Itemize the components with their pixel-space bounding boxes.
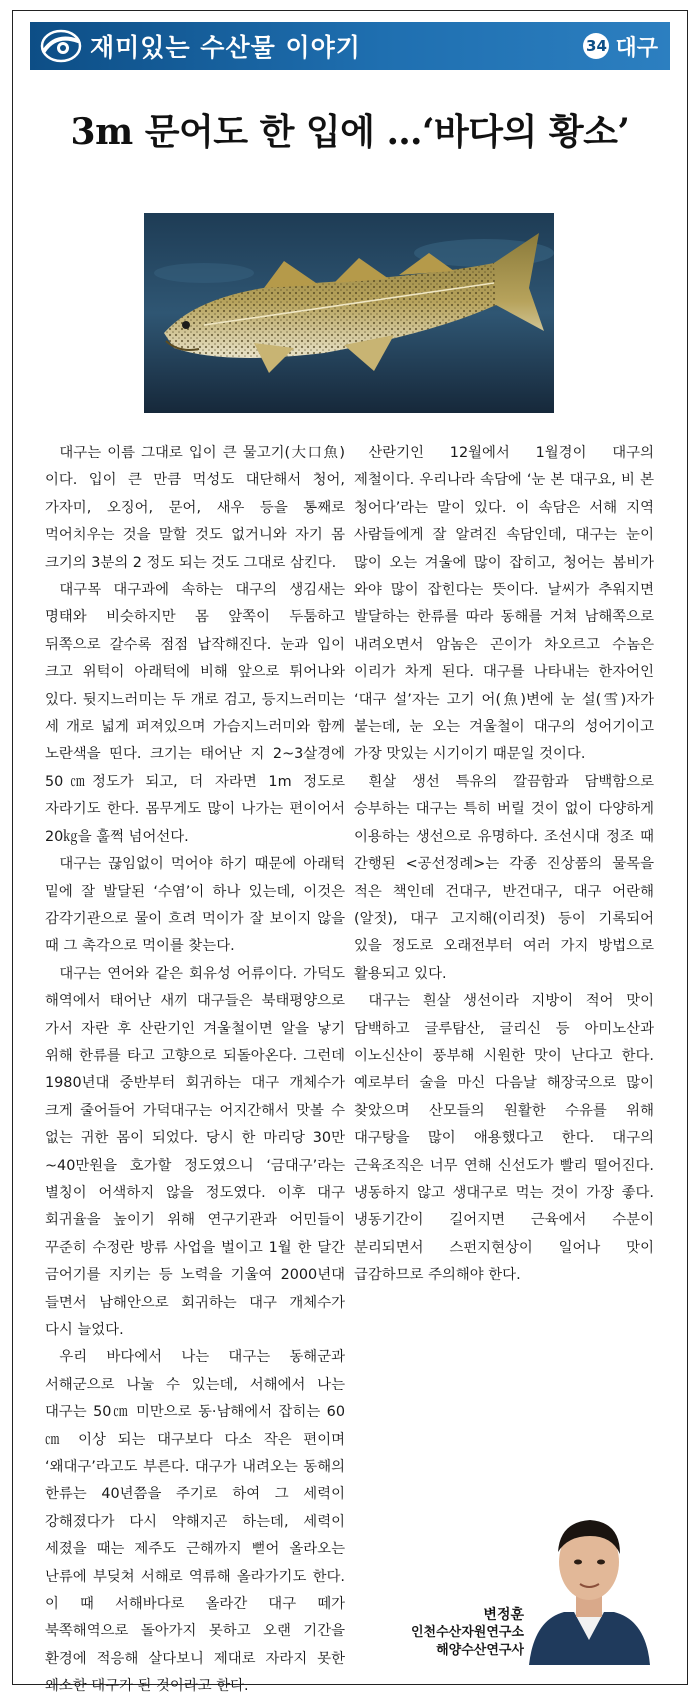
author-portrait-photo [524, 1500, 654, 1665]
wave-eye-logo-icon [38, 23, 84, 69]
body-paragraph: 대구는 이름 그대로 입이 큰 물고기(大口魚)이다. 입이 큰 만큼 먹성도 대단해서 청어, 가자미, 오징어, 문어, 새우 등을 통째로 먹어치우는 것을 말할 것도 없거니와 자기 몸 크기의 3분의 2 정도 되는 것도 그대로 삼킨다. [45, 445, 345, 571]
series-label [583, 31, 658, 62]
body-paragraph: 대구는 연어와 같은 회유성 어류이다. 가덕도 해역에서 태어난 새끼 대구들은 북태평양으로 가서 자란 후 산란기인 겨울철이면 알을 낳기 위해 한류를 타고 고향으로 되돌아온다. 그런데 1980년대 중반부터 회귀하는 대구 개체수가 크게 줄어들어 가덕대구는 어지간해서 맛볼 수 없는 귀한 몸이 되었다. 당시 한 마리당 30만~40만원을 호가할 정도였으니 ‘금대구’라는 별칭이 어색하지 않을 정도였다. 이후 대구 회귀율을 높이기 위해 연구기관과 어민들이 꾸준히 수정란 방류 사업을 벌이고 1월 한 달간 금어기를 지키는 등 노력을 기울여 2000년대 들면서 남해안으로 회귀하는 대구 개체수가 다시 늘었다. [45, 965, 345, 1338]
series-number-badge: 34 [583, 33, 609, 59]
author-org: 인천수산자원연구소 [410, 1625, 524, 1640]
body-paragraph: 대구는 흰살 생선이라 지방이 적어 맛이 담백하고 글루탐산, 글리신 등 아미노산과 이노신산이 풍부해 시원한 맛이 난다고 한다. 예로부터 술을 마신 다음날 해장국으로 많이 찾았으며 산모들의 원활한 수유를 위해 대구탕을 많이 애용했다고 한다. 대구의 근육조직은 너무 연해 신선도가 빨리 떨어진다. 냉동하지 않고 생대구로 먹는 것이 가장 좋다. 냉동기간이 길어지면 근육에서 수분이 분리되면서 스펀지현상이 일어나 맛이 급감하므로 주의해야 한다. [354, 993, 654, 1284]
article-column-right [354, 440, 654, 1290]
author-title: 해양수산연구사 [436, 1643, 524, 1658]
series-topic: 대구 [615, 35, 658, 61]
author-name: 변정훈 [483, 1607, 524, 1623]
body-paragraph: 대구목 대구과에 속하는 대구의 생김새는 명태와 비슷하지만 몸 앞쪽이 두툼하고 뒤쪽으로 갈수록 점점 납작해진다. 눈과 입이 크고 위턱이 아래턱에 비해 앞으로 튀어나와 있다. 뒷지느러미는 두 개로 검고, 등지느러미는 세 개로 넓게 퍼져있으며 가슴지느러미와 함께 노란색을 띤다. 크기는 태어난 지 2~3살경에 50㎝정도가 되고, 더 자라면 1m 정도로 자라기도 한다. 몸무게도 많이 나가는 편이어서 20㎏을 훌쩍 넘어선다. [45, 582, 345, 845]
cod-fish-photo [144, 213, 554, 413]
author-credit [411, 1606, 524, 1660]
series-title: 재미있는 수산물 이야기 [90, 33, 361, 62]
body-paragraph: 대구는 끊임없이 먹어야 하기 때문에 아래턱 밑에 잘 발달된 ‘수염’이 하나 있는데, 이것은 감각기관으로 물이 흐려 먹이가 잘 보이지 않을 때 그 촉각으로 먹이를 찾는다. [45, 856, 345, 955]
body-paragraph: 흰살 생선 특유의 깔끔함과 담백함으로 승부하는 대구는 특히 버릴 것이 없이 다양하게 이용하는 생선으로 유명하다. 조선시대 정조 때 간행된 <공선정례>는 각종 진상품의 물목을 적은 책인데 건대구, 반건대구, 대구 어란해(알젓), 대구 고지해(이리젓) 등이 기록되어 있을 정도로 오래전부터 여러 가지 방법으로 활용되고 있다. [354, 773, 654, 982]
body-paragraph: 산란기인 12월에서 1월경이 대구의 제철이다. 우리나라 속담에 ‘눈 본 대구요, 비 본 청어다’라는 말이 있다. 이 속담은 서해 지역 사람들에게 잘 알려진 속담인데, 대구는 눈이 많이 오는 겨울에 많이 잡히고, 청어는 봄비가 와야 많이 잡힌다는 뜻이다. 날씨가 추워지면 발달하는 한류를 따라 동해를 거쳐 남해쪽으로 내려오면서 암놈은 곤이가 차오르고 수놈은 이리가 차게 된다. 대구를 나타내는 한자어인 ‘대구 설’자는 고기 어(魚)변에 눈 설(雪)자가 붙는데, 눈 오는 겨울철이 대구의 성어기이고 가장 맛있는 시기이기 때문일 것이다. [354, 445, 654, 763]
body-paragraph: 우리 바다에서 나는 대구는 동해군과 서해군으로 나눌 수 있는데, 서해에서 나는 대구는 50㎝ 미만으로 동·남해에서 잡히는 60㎝ 이상 되는 대구보다 다소 작은 편이며 ‘왜대구’라고도 부른다. 대구가 내려오는 동해의 한류는 40년쯤을 주기로 하여 그 세력이 강해졌다가 다시 약해지곤 하는데, 세력이 세졌을 때는 제주도 근해까지 뻗어 올라오는 난류에 부딪쳐 서해로 역류해 올라가기도 한다. 이 때 서해바다로 올라간 대구 떼가 북쪽해역으로 돌아가지 못하고 오랜 기간을 환경에 적응해 살다보니 제대로 자라지 못한 왜소한 대구가 된 것이라고 한다. [45, 1349, 345, 1695]
author-block [354, 1495, 664, 1670]
series-banner [30, 22, 670, 70]
article-headline: 3m 문어도 한 입에 …‘바다의 황소’ [70, 111, 630, 153]
article-column-left [45, 440, 345, 1701]
